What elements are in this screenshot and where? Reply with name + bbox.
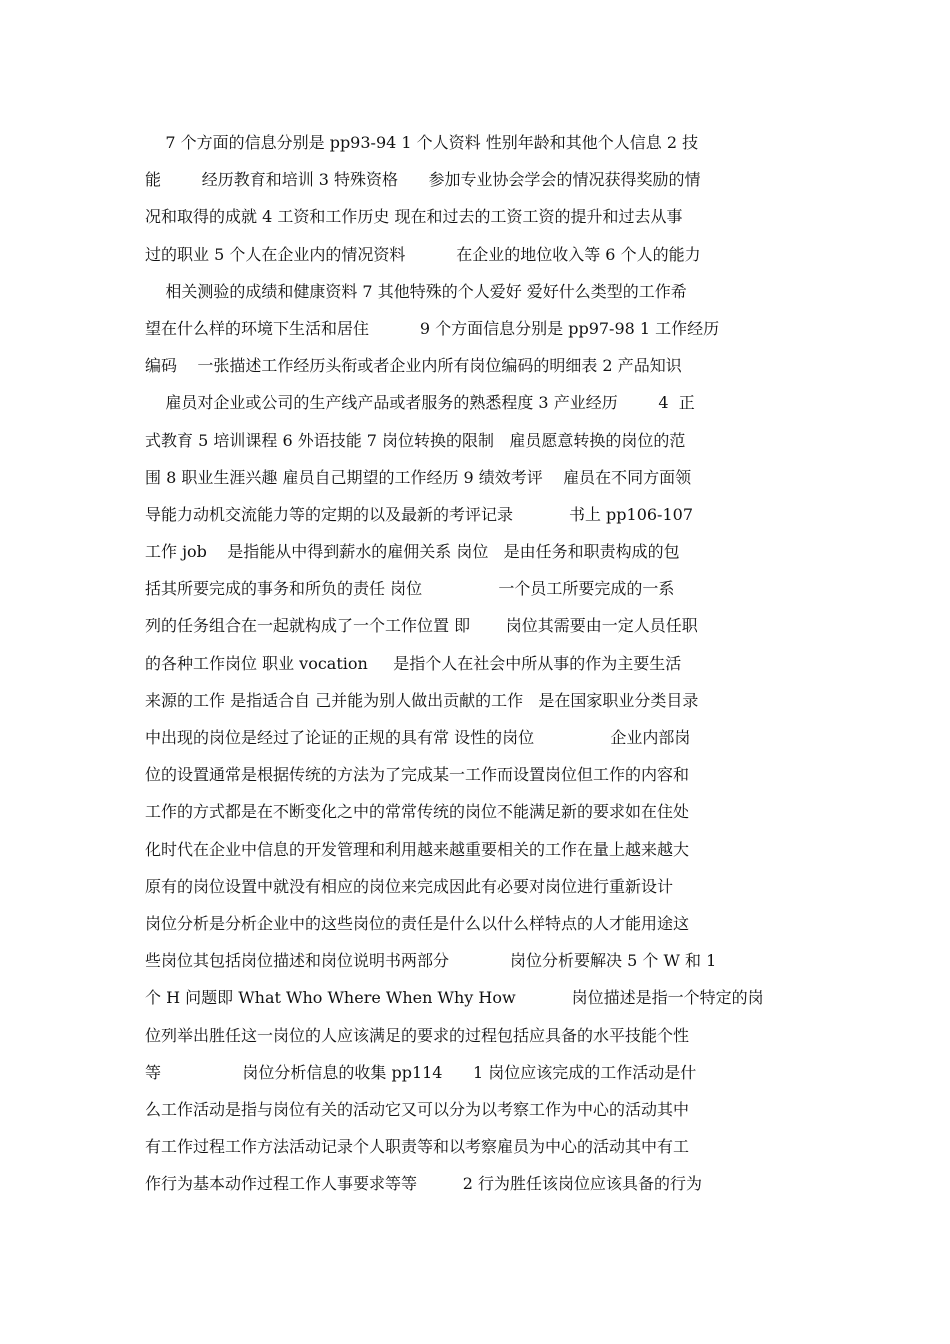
text-line-28: 有工作过程工作方法活动记录个人职责等和以考察雇员为中心的活动其中有工 xyxy=(145,1137,690,1157)
text-line-6: 望在什么样的环境下生活和居住 9 个方面信息分别是 pp97-98 1 工作经历 xyxy=(145,318,720,338)
text-line-24: 个 H 问题即 What Who Where When Why How 岗位描述是指一个特定的岗 xyxy=(145,988,764,1008)
text-line-27: 么工作活动是指与岗位有关的活动它又可以分为以考察工作为中心的活动其中 xyxy=(145,1099,690,1119)
body-text xyxy=(145,124,810,1202)
text-line-5: 相关测验的成绩和健康资料 7 其他特殊的个人爱好 爱好什么类型的工作希 xyxy=(145,281,687,301)
text-line-20: 化时代在企业中信息的开发管理和利用越来越重要相关的工作在量上越来越大 xyxy=(145,839,690,859)
text-line-18: 位的设置通常是根据传统的方法为了完成某一工作而设置岗位但工作的内容和 xyxy=(145,765,690,785)
text-line-3: 况和取得的成就 4 工资和工作历史 现在和过去的工资工资的提升和过去从事 xyxy=(145,207,683,227)
text-line-11: 导能力动机交流能力等的定期的以及最新的考评记录 书上 pp106-107 xyxy=(145,504,694,524)
text-line-10: 围 8 职业生涯兴趣 雇员自己期望的工作经历 9 绩效考评 雇员在不同方面领 xyxy=(145,467,692,487)
text-line-8: 雇员对企业或公司的生产线产品或者服务的熟悉程度 3 产业经历 4 正 xyxy=(145,393,695,413)
text-line-29: 作行为基本动作过程工作人事要求等等 2 行为胜任该岗位应该具备的行为 xyxy=(145,1174,703,1194)
text-line-21: 原有的岗位设置中就没有相应的岗位来完成因此有必要对岗位进行重新设计 xyxy=(145,876,674,896)
text-line-25: 位列举出胜任这一岗位的人应该满足的要求的过程包括应具备的水平技能个性 xyxy=(145,1025,690,1045)
text-line-15: 的各种工作岗位 职业 vocation 是指个人在社会中所从事的作为主要生活 xyxy=(145,653,682,673)
text-line-14: 列的任务组合在一起就构成了一个工作位置 即 岗位其需要由一定人员任职 xyxy=(145,616,698,636)
text-line-23: 些岗位其包括岗位描述和岗位说明书两部分 岗位分析要解决 5 个 W 和 1 xyxy=(145,951,717,971)
text-line-7: 编码 一张描述工作经历头衔或者企业内所有岗位编码的明细表 2 产品知识 xyxy=(145,356,682,376)
text-line-4: 过的职业 5 个人在企业内的情况资料 在企业的地位收入等 6 个人的能力 xyxy=(145,244,701,264)
text-line-13: 括其所要完成的事务和所负的责任 岗位 一个员工所要完成的一系 xyxy=(145,579,675,599)
text-line-2: 能 经历教育和培训 3 特殊资格 参加专业协会学会的情况获得奖励的情 xyxy=(145,170,701,190)
text-line-16: 来源的工作 是指适合自 己并能为别人做出贡献的工作 是在国家职业分类目录 xyxy=(145,690,699,710)
text-line-19: 工作的方式都是在不断变化之中的常常传统的岗位不能满足新的要求如在住处 xyxy=(145,802,690,822)
text-line-22: 岗位分析是分析企业中的这些岗位的责任是什么以什么样特点的人才能用途这 xyxy=(145,913,690,933)
text-line-26: 等 岗位分析信息的收集 pp114 1 岗位应该完成的工作活动是什 xyxy=(145,1062,697,1082)
text-line-1: 7 个方面的信息分别是 pp93-94 1 个人资料 性别年龄和其他个人信息 2 技 xyxy=(145,133,699,152)
text-line-12: 工作 job 是指能从中得到薪水的雇佣关系 岗位 是由任务和职责构成的包 xyxy=(145,542,680,562)
text-line-9: 式教育 5 培训课程 6 外语技能 7 岗位转换的限制 雇员愿意转换的岗位的范 xyxy=(145,430,686,450)
text-line-17: 中出现的岗位是经过了论证的正规的具有常 设性的岗位 企业内部岗 xyxy=(145,728,691,747)
